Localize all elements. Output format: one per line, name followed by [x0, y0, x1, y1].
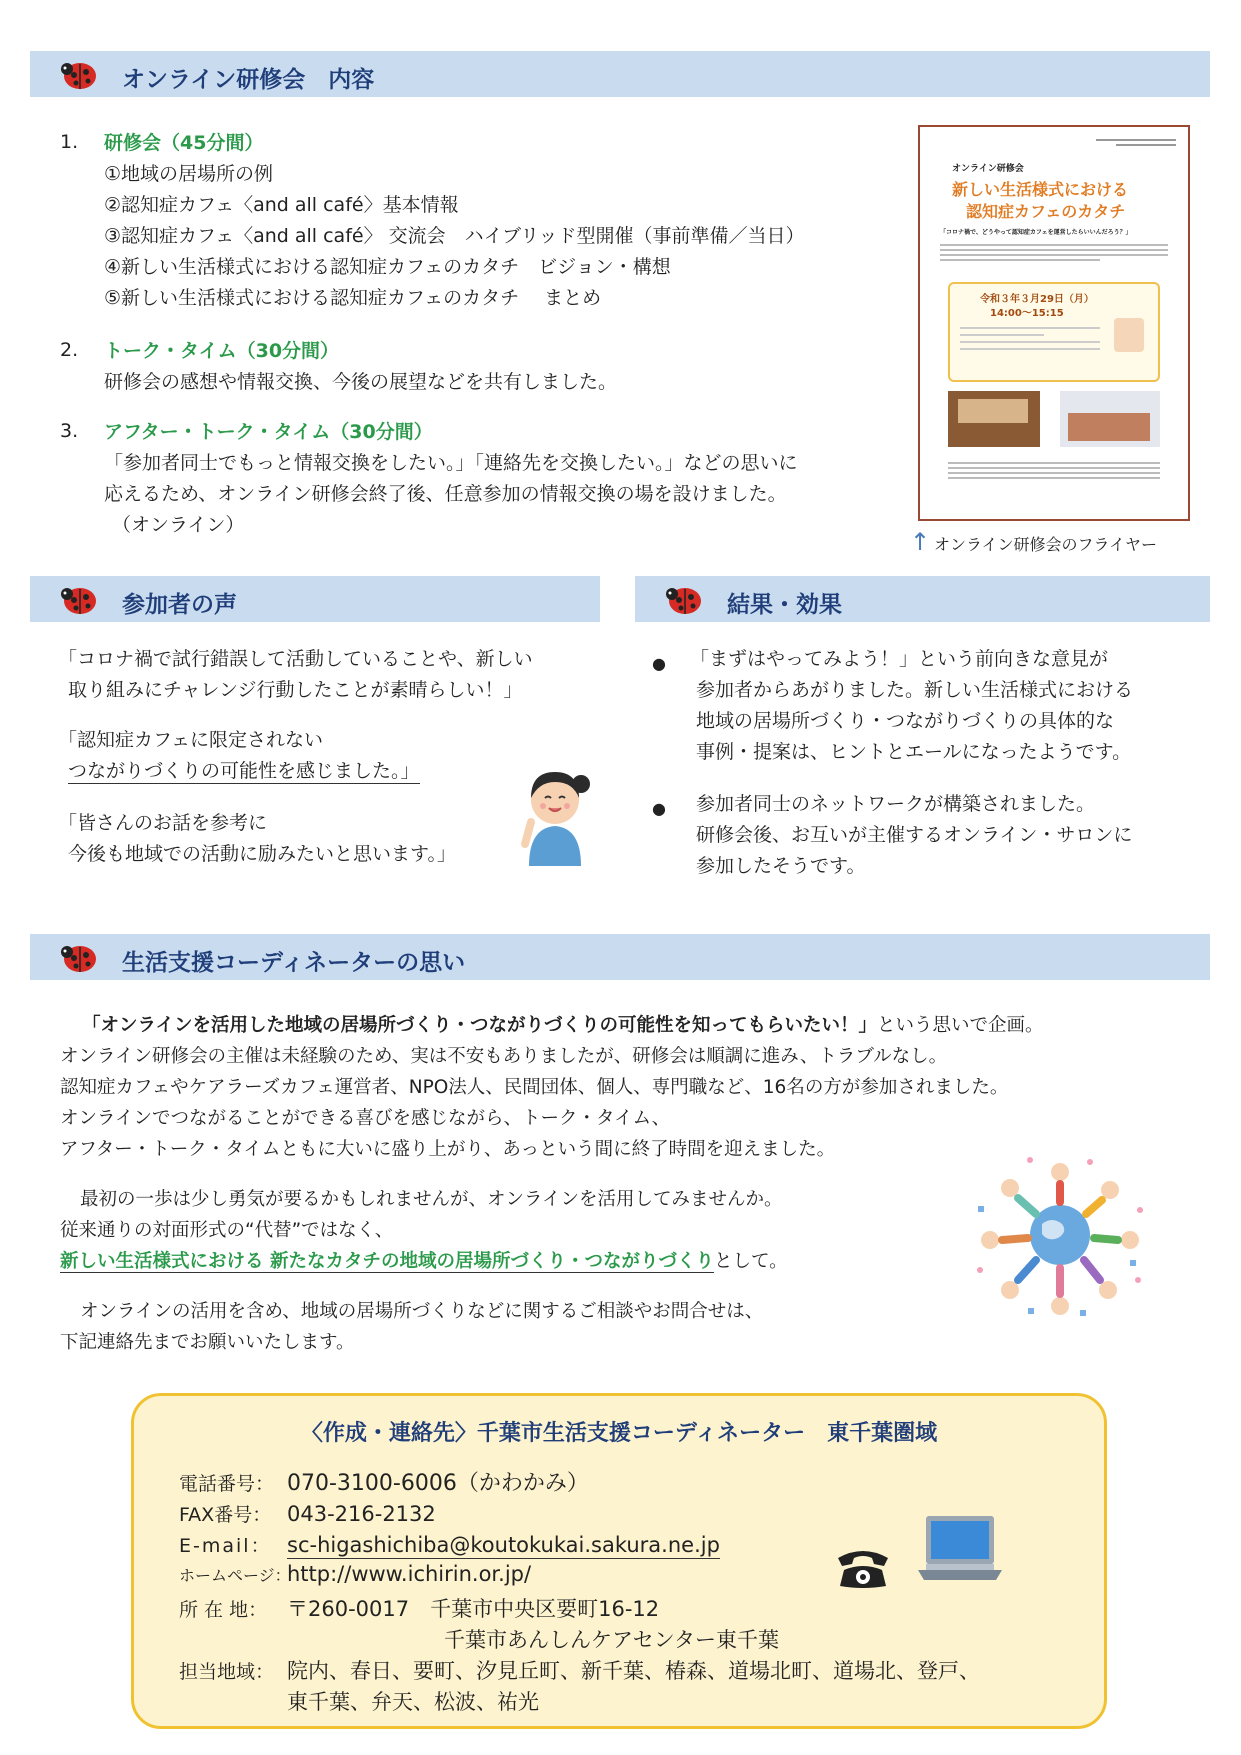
item-line: 「参加者同士でもっと情報交換をしたい。」「連絡先を交換したい。」などの思いに — [104, 452, 798, 474]
flyer-image — [918, 125, 1190, 521]
item-line: ①地域の居場所の例 — [104, 163, 274, 185]
item-heading-1: 研修会（45分間） — [104, 132, 264, 154]
flyer-title-2: 認知症カフェのカタチ — [966, 202, 1126, 221]
contact-web: ホームページ：http://www.ichirin.or.jp/ — [179, 1562, 532, 1586]
thoughts-line: 下記連絡先までお願いいたします。 — [60, 1332, 355, 1353]
contact-address: 所 在 地： 〒260-0017 千葉市中央区要町16-12 — [179, 1597, 660, 1621]
item-number-1: 1. — [60, 131, 79, 153]
ladybug-icon — [60, 582, 100, 616]
voice-quote: 「認知症カフェに限定されない — [58, 729, 324, 751]
flyer-subtitle: 「コロナ禍で、どうやって認知症カフェを運営したらいいんだろう？」 — [940, 229, 1132, 236]
contact-area-2: 東千葉、弁天、松波、祐光 — [287, 1690, 539, 1714]
result-line: 参加者同士のネットワークが構築されました。 — [696, 793, 1096, 815]
item-line: ④新しい生活様式における認知症カフェのカタチ ビジョン・構想 — [104, 256, 671, 278]
section-title-thoughts: 生活支援コーディネーターの思い — [122, 950, 466, 976]
section-header-content — [30, 51, 1210, 97]
thoughts-lead: 「オンラインを活用した地域の居場所づくり・つながりづくりの可能性を知ってもらいたい！」という思いで企画。 — [82, 1015, 1044, 1036]
contact-mail: E-mail： sc-higashichiba@koutokukai.sakura.ne.jp — [179, 1533, 720, 1557]
bullet-icon: ● — [652, 799, 666, 818]
item-line: ③認知症カフェ〈and all café〉 交流会 ハイブリッド型開催（事前準備／当日） — [104, 225, 805, 247]
flyer-small-title: オンライン研修会 — [952, 164, 1024, 174]
flyer-time: 14:00〜15:15 — [990, 308, 1064, 319]
section-header-thoughts — [30, 934, 1210, 980]
item-line: ②認知症カフェ〈and all café〉基本情報 — [104, 194, 459, 216]
item-heading-2: トーク・タイム（30分間） — [104, 340, 340, 362]
result-line: 研修会後、お互いが主催するオンライン・サロンに — [696, 824, 1133, 846]
contact-box — [131, 1393, 1107, 1729]
laptop-icon — [916, 1514, 1004, 1584]
item-line: ⑤新しい生活様式における認知症カフェのカタチ まとめ — [104, 287, 602, 309]
contact-title: 〈作成・連絡先〉千葉市生活支援コーディネーター 東千葉圏域 — [300, 1421, 938, 1446]
item-heading-3: アフター・トーク・タイム（30分間） — [104, 421, 433, 443]
contact-area: 担当地域： 院内、春日、要町、汐見丘町、新千葉、椿森、道場北町、道場北、登戸、 — [179, 1659, 980, 1683]
website-link[interactable]: http://www.ichirin.or.jp/ — [287, 1562, 532, 1586]
flyer-title-1: 新しい生活様式における — [952, 180, 1129, 199]
item-line: （オンライン） — [112, 514, 245, 536]
voice-quote: 取り組みにチャレンジ行動したことが素晴らしい！」 — [68, 679, 523, 701]
ladybug-icon — [665, 582, 705, 616]
result-line: 参加者からあがりました。新しい生活様式における — [696, 679, 1134, 701]
item-number-3: 3. — [60, 420, 79, 442]
ladybug-icon — [60, 57, 100, 91]
email-link[interactable]: sc-higashichiba@koutokukai.sakura.ne.jp — [287, 1533, 720, 1557]
thoughts-line: オンラインの活用を含め、地域の居場所づくりなどに関するご相談やお問合せは、 — [80, 1301, 764, 1322]
voice-quote: 「コロナ禍で試行錯誤して活動していることや、新しい — [58, 648, 533, 670]
thoughts-line: アフター・トーク・タイムともに大いに盛り上がり、あっという間に終了時間を迎えました。 — [60, 1139, 836, 1160]
thoughts-highlight: 新しい生活様式における 新たなカタチの地域の居場所づくり・つながりづくりとして。 — [60, 1251, 788, 1272]
thoughts-line: 従来通りの対面形式の“代替”ではなく、 — [60, 1220, 394, 1241]
globe-people-illustration — [970, 1150, 1150, 1320]
item-line: 応えるため、オンライン研修会終了後、任意参加の情報交換の場を設けました。 — [104, 483, 787, 505]
result-line: 参加したそうです。 — [696, 855, 866, 877]
section-header-voices — [30, 576, 600, 622]
result-line: 「まずはやってみよう！」という前向きな意見が — [690, 648, 1109, 670]
arrow-up-icon: ↑ — [910, 528, 931, 556]
contact-fax: FAX番号： 043-216-2132 — [179, 1502, 436, 1526]
girl-illustration — [515, 760, 595, 866]
flyer-date: 令和３年３月29日（月） — [980, 294, 1094, 305]
voice-quote: つながりづくりの可能性を感じました。」 — [68, 760, 420, 782]
voice-quote: 「皆さんのお話を参考に — [58, 812, 268, 834]
thoughts-line: 認知症カフェやケアラーズカフェ運営者、NPO法人、民間団体、個人、専門職など、16名の方が参加されました。 — [60, 1077, 1009, 1098]
flyer-caption: オンライン研修会のフライヤー — [934, 535, 1158, 554]
result-line: 地域の居場所づくり・つながりづくりの具体的な — [696, 710, 1115, 732]
contact-address-2: 千葉市あんしんケアセンター東千葉 — [444, 1628, 779, 1652]
voice-quote: 今後も地域での活動に励みたいと思います。」 — [68, 843, 456, 865]
item-line: 研修会の感想や情報交換、今後の展望などを共有しました。 — [104, 371, 618, 393]
section-title-voices: 参加者の声 — [122, 592, 237, 618]
thoughts-line: オンラインでつながることができる喜びを感じながら、トーク・タイム、 — [60, 1108, 671, 1129]
contact-tel: 電話番号： 070-3100-6006（かわかみ） — [179, 1471, 589, 1496]
result-line: 事例・提案は、ヒントとエールになったようです。 — [696, 741, 1132, 763]
telephone-icon — [834, 1544, 892, 1590]
section-header-results — [635, 576, 1210, 622]
thoughts-line: 最初の一歩は少し勇気が要るかもしれませんが、オンラインを活用してみませんか。 — [80, 1189, 783, 1210]
item-number-2: 2. — [60, 339, 79, 361]
thoughts-line: オンライン研修会の主催は未経験のため、実は不安もありましたが、研修会は順調に進み、トラブルなし。 — [60, 1046, 948, 1067]
section-title-results: 結果・効果 — [727, 592, 842, 618]
bullet-icon: ● — [652, 654, 666, 673]
ladybug-icon — [60, 940, 100, 974]
section-title-content: オンライン研修会 内容 — [122, 67, 375, 93]
